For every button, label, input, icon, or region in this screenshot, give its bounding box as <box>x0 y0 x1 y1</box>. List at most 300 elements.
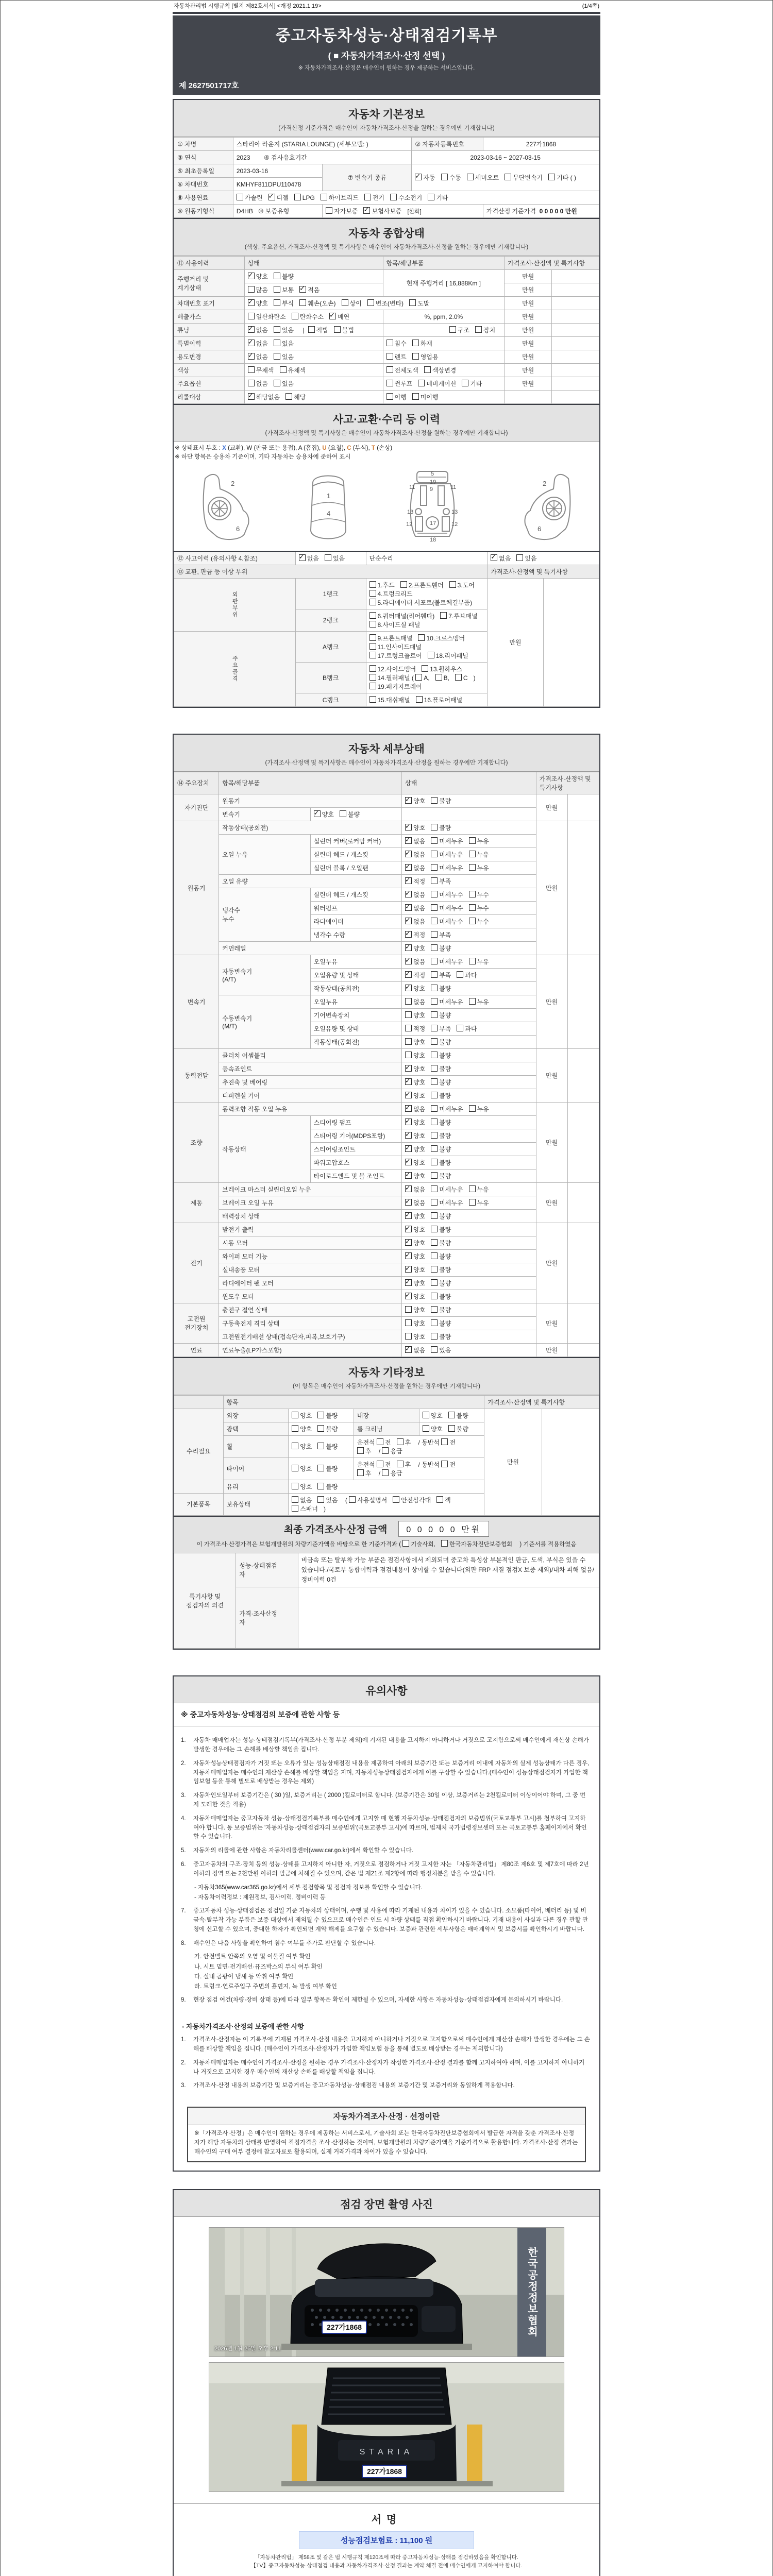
option-option[interactable]: 썬루프 <box>386 379 413 388</box>
checkbox-icon[interactable] <box>431 1092 438 1098</box>
detail-option[interactable]: 누유 <box>469 1105 489 1113</box>
checkbox-icon[interactable] <box>416 696 423 703</box>
checkbox-icon[interactable] <box>431 1159 438 1165</box>
checkbox-icon[interactable] <box>462 380 468 386</box>
detail-option[interactable]: ✓ 양호 <box>405 1145 425 1154</box>
checkbox-icon[interactable] <box>405 877 412 884</box>
etc-option[interactable]: 불량 <box>317 1425 338 1433</box>
detail-option[interactable]: 불량 <box>431 796 451 805</box>
checkbox-icon[interactable] <box>292 1412 298 1418</box>
checkbox-icon[interactable] <box>431 1078 438 1085</box>
checkbox-icon[interactable] <box>405 918 412 924</box>
checkbox-icon[interactable] <box>405 1078 412 1085</box>
detail-option[interactable]: 양호 <box>405 1011 425 1020</box>
detail-option[interactable]: ✓ 양호 <box>405 1279 425 1287</box>
checkbox-icon[interactable] <box>357 1469 364 1476</box>
detail-option[interactable]: 누수 <box>469 890 489 899</box>
etc-option[interactable]: 양호 <box>292 1411 312 1420</box>
detail-option[interactable]: ✓ 양호 <box>405 1212 425 1221</box>
checkbox-icon[interactable] <box>248 393 255 400</box>
detail-option[interactable]: ✓ 없음 <box>405 1346 425 1354</box>
detail-option[interactable]: ✓ 양호 <box>405 1118 425 1127</box>
checkbox-icon[interactable] <box>405 1092 412 1098</box>
checkbox-icon[interactable] <box>431 1038 438 1045</box>
checkbox-icon[interactable] <box>505 174 511 180</box>
checkbox-icon[interactable] <box>431 1212 438 1219</box>
checkbox-icon[interactable] <box>369 621 376 628</box>
checkbox-icon[interactable] <box>412 353 419 360</box>
panel-option[interactable]: 9.프론트패널 <box>369 634 413 642</box>
fuel-option[interactable]: 수소전기 <box>390 193 422 202</box>
checkbox-icon[interactable] <box>449 581 456 588</box>
detail-option[interactable]: 불량 <box>431 1011 451 1020</box>
basic-item-option[interactable]: 안전삼각대 <box>393 1496 431 1504</box>
checkbox-icon[interactable] <box>405 1319 412 1326</box>
detail-option[interactable]: 미세누유 <box>431 837 463 845</box>
detail-option[interactable]: ✓ 양호 <box>405 1091 425 1100</box>
option-option[interactable]: 기타 <box>462 379 482 388</box>
color-option[interactable]: 유채색 <box>280 366 306 375</box>
checkbox-icon[interactable] <box>405 1346 412 1353</box>
checkbox-icon[interactable] <box>402 1540 409 1547</box>
checkbox-icon[interactable] <box>400 581 407 588</box>
etc-option[interactable]: 불량 <box>448 1425 468 1433</box>
detail-option[interactable]: 미세누수 <box>431 904 463 912</box>
mileage-option[interactable]: ✓양호 <box>248 272 268 281</box>
checkbox-icon[interactable] <box>405 824 412 831</box>
usage-option[interactable]: 영업용 <box>412 352 439 361</box>
checkbox-icon[interactable] <box>325 554 331 561</box>
checkbox-icon[interactable] <box>405 1226 412 1232</box>
detail-option[interactable]: 미세누유 <box>431 1198 463 1207</box>
checkbox-icon[interactable] <box>405 1118 412 1125</box>
checkbox-icon[interactable] <box>491 554 497 561</box>
detail-option[interactable]: 과다 <box>457 1024 477 1033</box>
checkbox-icon[interactable] <box>431 971 438 978</box>
color-option[interactable]: 무채색 <box>248 366 274 375</box>
checkbox-icon[interactable] <box>317 1496 324 1503</box>
detail-option[interactable]: 미세누유 <box>431 863 463 872</box>
panel-option[interactable]: 15.대쉬패널 <box>369 696 410 704</box>
checkbox-icon[interactable] <box>342 299 348 306</box>
option-option[interactable]: 네비게이션 <box>418 379 456 388</box>
panel-option[interactable]: 13.휠하우스 <box>422 665 462 673</box>
basic-item-option[interactable]: 있음 <box>317 1496 338 1504</box>
warranty-option[interactable]: 자가보증 <box>326 207 358 215</box>
wheel-pos-option[interactable]: 전 <box>377 1438 391 1447</box>
detail-option[interactable]: 누수 <box>469 904 489 912</box>
special-option[interactable]: 화재 <box>412 339 432 348</box>
detail-option[interactable]: 누유 <box>469 837 489 845</box>
panel-option[interactable]: 2.프론트휀더 <box>400 581 444 589</box>
detail-option[interactable]: ✓ 양호 <box>405 1064 425 1073</box>
etc-option[interactable]: 불량 <box>317 1464 338 1473</box>
checkbox-icon[interactable] <box>405 797 412 804</box>
checkbox-icon[interactable] <box>364 194 371 200</box>
panel-option[interactable]: 5.라디에이터 서포트(볼트체결부품) <box>369 598 473 607</box>
pillar-option[interactable]: A, <box>415 674 429 682</box>
tuning-option[interactable]: 불법 <box>334 326 354 334</box>
checkbox-icon[interactable] <box>405 1266 412 1273</box>
checkbox-icon[interactable] <box>431 1025 438 1031</box>
checkbox-icon[interactable] <box>431 1185 438 1192</box>
transmission-option[interactable]: ✓ 자동 <box>415 173 435 182</box>
checkbox-icon[interactable] <box>448 1425 455 1432</box>
checkbox-icon[interactable] <box>369 581 376 588</box>
checkbox-icon[interactable] <box>431 837 438 844</box>
fuel-option[interactable]: 전기 <box>364 193 384 202</box>
detail-option[interactable]: 누유 <box>469 997 489 1006</box>
color-option[interactable]: 색상변경 <box>424 366 456 375</box>
checkbox-icon[interactable] <box>431 1346 438 1353</box>
detail-option[interactable]: 양호 <box>405 1038 425 1046</box>
detail-option[interactable]: ✓ 없음 <box>405 1198 425 1207</box>
panel-option[interactable]: 6.쿼터패널(리어휀다) <box>369 612 435 620</box>
special-option[interactable]: ✓ 없음 <box>248 339 268 348</box>
checkbox-icon[interactable] <box>405 891 412 897</box>
vin-mark-option[interactable]: 훼손(오손) <box>299 299 335 308</box>
checkbox-icon[interactable] <box>405 1105 412 1112</box>
checkbox-icon[interactable] <box>386 380 393 386</box>
checkbox-icon[interactable] <box>274 380 280 386</box>
checkbox-icon[interactable] <box>405 1025 412 1031</box>
wheel-pos-option[interactable]: 후 <box>397 1438 411 1447</box>
checkbox-icon[interactable] <box>248 299 255 306</box>
detail-option[interactable]: ✓ 없음 <box>405 957 425 966</box>
panel-option[interactable]: 3.도어 <box>449 581 475 589</box>
wheel-pos-option[interactable]: 후 <box>397 1460 411 1469</box>
checkbox-icon[interactable] <box>369 634 376 641</box>
checkbox-icon[interactable] <box>405 944 412 951</box>
fuel-option[interactable]: 가솔린 <box>237 193 263 202</box>
checkbox-icon[interactable] <box>428 194 434 200</box>
checkbox-icon[interactable] <box>412 393 419 400</box>
checkbox-icon[interactable] <box>405 1199 412 1206</box>
checkbox-icon[interactable] <box>248 273 255 279</box>
detail-option[interactable]: 누유 <box>469 863 489 872</box>
detail-option[interactable]: ✓ 적정 <box>405 971 425 979</box>
panel-option[interactable]: 11.인사이드패널 <box>369 642 422 651</box>
checkbox-icon[interactable] <box>548 174 555 180</box>
etc-option[interactable]: 양호 <box>423 1411 443 1420</box>
basic-item-option[interactable]: 스패너 <box>292 1504 318 1513</box>
panel-option[interactable]: 14.필러패널 ( A, B, C ) <box>369 673 476 682</box>
checkbox-icon[interactable] <box>292 1483 298 1489</box>
checkbox-icon[interactable] <box>431 851 438 857</box>
checkbox-icon[interactable] <box>431 985 438 991</box>
panel-option[interactable]: 18.리어패널 <box>428 651 468 660</box>
etc-option[interactable]: 양호 <box>292 1425 312 1433</box>
checkbox-icon[interactable] <box>431 1199 438 1206</box>
option-option[interactable]: 없음 <box>248 379 268 388</box>
checkbox-icon[interactable] <box>390 194 397 200</box>
basic-item-option[interactable]: 사용설명서 <box>349 1496 387 1504</box>
detail-option[interactable]: ✓ 양호 <box>405 1252 425 1261</box>
detail-option[interactable]: 미세누유 <box>431 850 463 859</box>
checkbox-icon[interactable] <box>405 851 412 857</box>
detail-option[interactable]: ✓ 없음 <box>405 904 425 912</box>
checkbox-icon[interactable] <box>369 590 376 597</box>
checkbox-icon[interactable] <box>428 652 434 658</box>
detail-option[interactable]: 누수 <box>469 917 489 926</box>
detail-option[interactable]: 불량 <box>431 1332 451 1341</box>
checkbox-icon[interactable] <box>516 554 523 561</box>
panel-option[interactable]: 12.사이드멤버 <box>369 665 416 673</box>
vin-mark-option[interactable]: 부식 <box>274 299 294 308</box>
tuning-option[interactable]: 있음 <box>274 326 294 334</box>
mileage-option[interactable]: 많음 <box>248 285 268 294</box>
checkbox-icon[interactable] <box>405 1293 412 1299</box>
detail-option[interactable]: 미세누수 <box>431 890 463 899</box>
usage-option[interactable]: 렌트 <box>386 352 407 361</box>
detail-option[interactable]: 미세누수 <box>431 917 463 926</box>
checkbox-icon[interactable] <box>299 554 306 561</box>
detail-option[interactable]: ✓ 없음 <box>405 890 425 899</box>
emission-option[interactable]: 일산화탄소 <box>248 312 286 321</box>
detail-option[interactable]: 불량 <box>431 1306 451 1314</box>
checkbox-icon[interactable] <box>475 326 482 333</box>
checkbox-icon[interactable] <box>386 366 393 373</box>
checkbox-icon[interactable] <box>248 326 255 333</box>
detail-option[interactable]: ✓ 양호 <box>405 1131 425 1140</box>
checkbox-icon[interactable] <box>237 194 243 200</box>
repair-option[interactable]: 있음 <box>516 554 536 563</box>
checkbox-icon[interactable] <box>369 643 376 650</box>
etc-option[interactable]: 불량 <box>317 1442 338 1451</box>
transmission-option[interactable]: 무단변속기 <box>505 173 543 182</box>
detail-option[interactable]: ✓ 없음 <box>405 850 425 859</box>
checkbox-icon[interactable] <box>292 1505 298 1512</box>
checkbox-icon[interactable] <box>423 1425 429 1432</box>
detail-option[interactable]: 불량 <box>431 1131 451 1140</box>
fuel-option[interactable]: 기타 <box>428 193 448 202</box>
wheel-pos-option[interactable]: 응급 <box>382 1447 402 1455</box>
mileage-option[interactable]: 불량 <box>274 272 294 281</box>
detail-option[interactable]: 불량 <box>431 1145 451 1154</box>
recall-option[interactable]: ✓ 해당없음 <box>248 393 280 401</box>
option-option[interactable]: 있음 <box>274 379 294 388</box>
etc-option[interactable]: 양호 <box>423 1425 443 1433</box>
special-option[interactable]: 침수 <box>386 339 407 348</box>
checkbox-icon[interactable] <box>248 286 255 293</box>
checkbox-icon[interactable] <box>431 864 438 871</box>
detail-option[interactable]: 불량 <box>431 1319 451 1328</box>
checkbox-icon[interactable] <box>441 174 448 180</box>
checkbox-icon[interactable] <box>405 1159 412 1165</box>
checkbox-icon[interactable] <box>317 1465 324 1471</box>
checkbox-icon[interactable] <box>469 1199 476 1206</box>
checkbox-icon[interactable] <box>431 931 438 938</box>
checkbox-icon[interactable] <box>349 1496 356 1503</box>
checkbox-icon[interactable] <box>405 1145 412 1152</box>
checkbox-icon[interactable] <box>412 340 419 346</box>
checkbox-icon[interactable] <box>405 1011 412 1018</box>
checkbox-icon[interactable] <box>469 891 476 897</box>
detail-option[interactable]: 불량 <box>431 823 451 832</box>
checkbox-icon[interactable] <box>405 1172 412 1179</box>
checkbox-icon[interactable] <box>317 1443 324 1449</box>
detail-option[interactable]: 과다 <box>457 971 477 979</box>
etc-option[interactable]: 불량 <box>317 1411 338 1420</box>
panel-option[interactable]: 10.크로스멤버 <box>418 634 465 642</box>
checkbox-icon[interactable] <box>405 837 412 844</box>
checkbox-icon[interactable] <box>431 1011 438 1018</box>
accident-option[interactable]: 있음 <box>325 554 345 563</box>
checkbox-icon[interactable] <box>405 1038 412 1045</box>
checkbox-icon[interactable] <box>299 286 306 293</box>
checkbox-icon[interactable] <box>393 1496 399 1503</box>
checkbox-icon[interactable] <box>441 1540 448 1547</box>
special-option[interactable]: 있음 <box>274 339 294 348</box>
checkbox-icon[interactable] <box>469 851 476 857</box>
checkbox-icon[interactable] <box>418 634 425 641</box>
checkbox-icon[interactable] <box>386 353 393 360</box>
checkbox-icon[interactable] <box>369 599 376 605</box>
detail-option[interactable]: 미세누유 <box>431 1105 463 1113</box>
detail-option[interactable]: 불량 <box>431 1172 451 1180</box>
checkbox-icon[interactable] <box>326 207 332 214</box>
checkbox-icon[interactable] <box>285 393 292 400</box>
recall-option[interactable]: 미이행 <box>412 393 439 401</box>
detail-option[interactable]: ✓ 적정 <box>405 877 425 886</box>
repair-option[interactable]: ✓ 없음 <box>491 554 511 563</box>
checkbox-icon[interactable] <box>467 174 474 180</box>
wheel-pos-option[interactable]: 후 <box>357 1447 372 1455</box>
checkbox-icon[interactable] <box>441 1438 448 1445</box>
wheel-pos-option[interactable]: 후 <box>357 1469 372 1478</box>
panel-option[interactable]: 4.트렁크리드 <box>369 589 413 598</box>
usage-option[interactable]: 있음 <box>274 352 294 361</box>
checkbox-icon[interactable] <box>424 366 431 373</box>
accident-option[interactable]: ✓ 없음 <box>299 554 319 563</box>
checkbox-icon[interactable] <box>377 1438 383 1445</box>
transmission-option[interactable]: 기타 ( ) <box>548 173 576 182</box>
checkbox-icon[interactable] <box>405 931 412 938</box>
emission-option[interactable]: ✓ 매연 <box>329 312 349 321</box>
etc-option[interactable]: 양호 <box>292 1482 312 1491</box>
detail-option[interactable]: 불량 <box>431 1252 451 1261</box>
checkbox-icon[interactable] <box>436 1496 443 1503</box>
checkbox-icon[interactable] <box>449 326 456 333</box>
checkbox-icon[interactable] <box>431 904 438 911</box>
checkbox-icon[interactable] <box>457 971 463 978</box>
checkbox-icon[interactable] <box>274 340 280 346</box>
checkbox-icon[interactable] <box>405 958 412 964</box>
checkbox-icon[interactable] <box>397 1461 404 1467</box>
checkbox-icon[interactable] <box>405 1279 412 1286</box>
checkbox-icon[interactable] <box>448 1412 455 1418</box>
checkbox-icon[interactable] <box>317 1483 324 1489</box>
checkbox-icon[interactable] <box>369 696 376 703</box>
checkbox-icon[interactable] <box>431 998 438 1005</box>
detail-option[interactable]: ✓ 양호 <box>405 823 425 832</box>
detail-option[interactable]: 양호 <box>405 1306 425 1314</box>
detail-option[interactable]: 없음 <box>405 997 425 1006</box>
checkbox-icon[interactable] <box>422 665 428 672</box>
checkbox-icon[interactable] <box>431 958 438 964</box>
panel-option[interactable]: 7.루브패널 <box>440 612 477 620</box>
checkbox-icon[interactable] <box>369 674 376 681</box>
vin-mark-option[interactable]: 상이 <box>342 299 362 308</box>
checkbox-icon[interactable] <box>367 299 374 306</box>
checkbox-icon[interactable] <box>431 824 438 831</box>
panel-option[interactable]: 19.패키지트레이 <box>369 682 422 691</box>
standard-option[interactable]: 기술사회, <box>402 1540 435 1548</box>
panel-option[interactable]: 8.사이드실 패널 <box>369 620 421 629</box>
detail-option[interactable]: 누유 <box>469 1198 489 1207</box>
checkbox-icon[interactable] <box>292 1443 298 1449</box>
checkbox-icon[interactable] <box>405 985 412 991</box>
panel-option[interactable]: 17.트렁크플로어 <box>369 651 422 660</box>
checkbox-icon[interactable] <box>405 1306 412 1313</box>
checkbox-icon[interactable] <box>469 918 476 924</box>
mileage-option[interactable]: 보통 <box>274 285 294 294</box>
vin-mark-option[interactable]: 변조(변타) <box>367 299 404 308</box>
checkbox-icon[interactable] <box>409 299 416 306</box>
detail-option[interactable]: 불량 <box>340 810 360 819</box>
checkbox-icon[interactable] <box>431 1226 438 1232</box>
checkbox-icon[interactable] <box>469 958 476 964</box>
detail-option[interactable]: ✓ 없음 <box>405 837 425 845</box>
panel-option[interactable]: 16.플로어패널 <box>416 696 463 704</box>
detail-option[interactable]: 미세누유 <box>431 1185 463 1194</box>
checkbox-icon[interactable] <box>329 313 336 319</box>
checkbox-icon[interactable] <box>274 299 280 306</box>
checkbox-icon[interactable] <box>248 353 255 360</box>
checkbox-icon[interactable] <box>248 380 255 386</box>
checkbox-icon[interactable] <box>377 1461 383 1467</box>
mileage-option[interactable]: ✓ 적음 <box>299 285 320 294</box>
checkbox-icon[interactable] <box>274 286 280 293</box>
checkbox-icon[interactable] <box>386 340 393 346</box>
checkbox-icon[interactable] <box>423 1412 429 1418</box>
checkbox-icon[interactable] <box>457 1025 463 1031</box>
checkbox-icon[interactable] <box>431 891 438 897</box>
usage-option[interactable]: ✓ 없음 <box>248 352 268 361</box>
tuning-option[interactable]: 적법 <box>308 326 328 334</box>
detail-option[interactable]: 양호 <box>405 1051 425 1060</box>
panel-option[interactable]: 1.후드 <box>369 581 395 589</box>
detail-option[interactable]: ✓ 없음 <box>405 1105 425 1113</box>
checkbox-icon[interactable] <box>382 1447 389 1454</box>
emission-option[interactable]: 탄화수소 <box>292 312 324 321</box>
detail-option[interactable]: ✓ 양호 <box>405 1172 425 1180</box>
checkbox-icon[interactable] <box>405 904 412 911</box>
checkbox-icon[interactable] <box>334 326 341 333</box>
detail-option[interactable]: 불량 <box>431 1265 451 1274</box>
checkbox-icon[interactable] <box>431 1172 438 1179</box>
checkbox-icon[interactable] <box>431 1293 438 1299</box>
detail-option[interactable]: 불량 <box>431 1091 451 1100</box>
vin-mark-option[interactable]: ✓ 양호 <box>248 299 268 308</box>
fuel-option[interactable]: 하이브리드 <box>321 193 359 202</box>
recall-option[interactable]: 해당 <box>285 393 306 401</box>
checkbox-icon[interactable] <box>369 652 376 658</box>
checkbox-icon[interactable] <box>405 1065 412 1072</box>
detail-option[interactable]: ✓ 양호 <box>405 944 425 953</box>
transmission-option[interactable]: 수동 <box>441 173 461 182</box>
checkbox-icon[interactable] <box>382 1469 389 1476</box>
checkbox-icon[interactable] <box>363 207 370 214</box>
detail-option[interactable]: ✓ 없음 <box>405 917 425 926</box>
detail-option[interactable]: 불량 <box>431 944 451 953</box>
tuning-option[interactable]: 장치 <box>475 326 495 334</box>
tuning-option[interactable]: 구조 <box>449 326 469 334</box>
checkbox-icon[interactable] <box>405 1132 412 1139</box>
fuel-option[interactable]: ✓ 디젤 <box>268 193 289 202</box>
checkbox-icon[interactable] <box>405 864 412 871</box>
wheel-pos-option[interactable]: 전 <box>377 1460 391 1469</box>
